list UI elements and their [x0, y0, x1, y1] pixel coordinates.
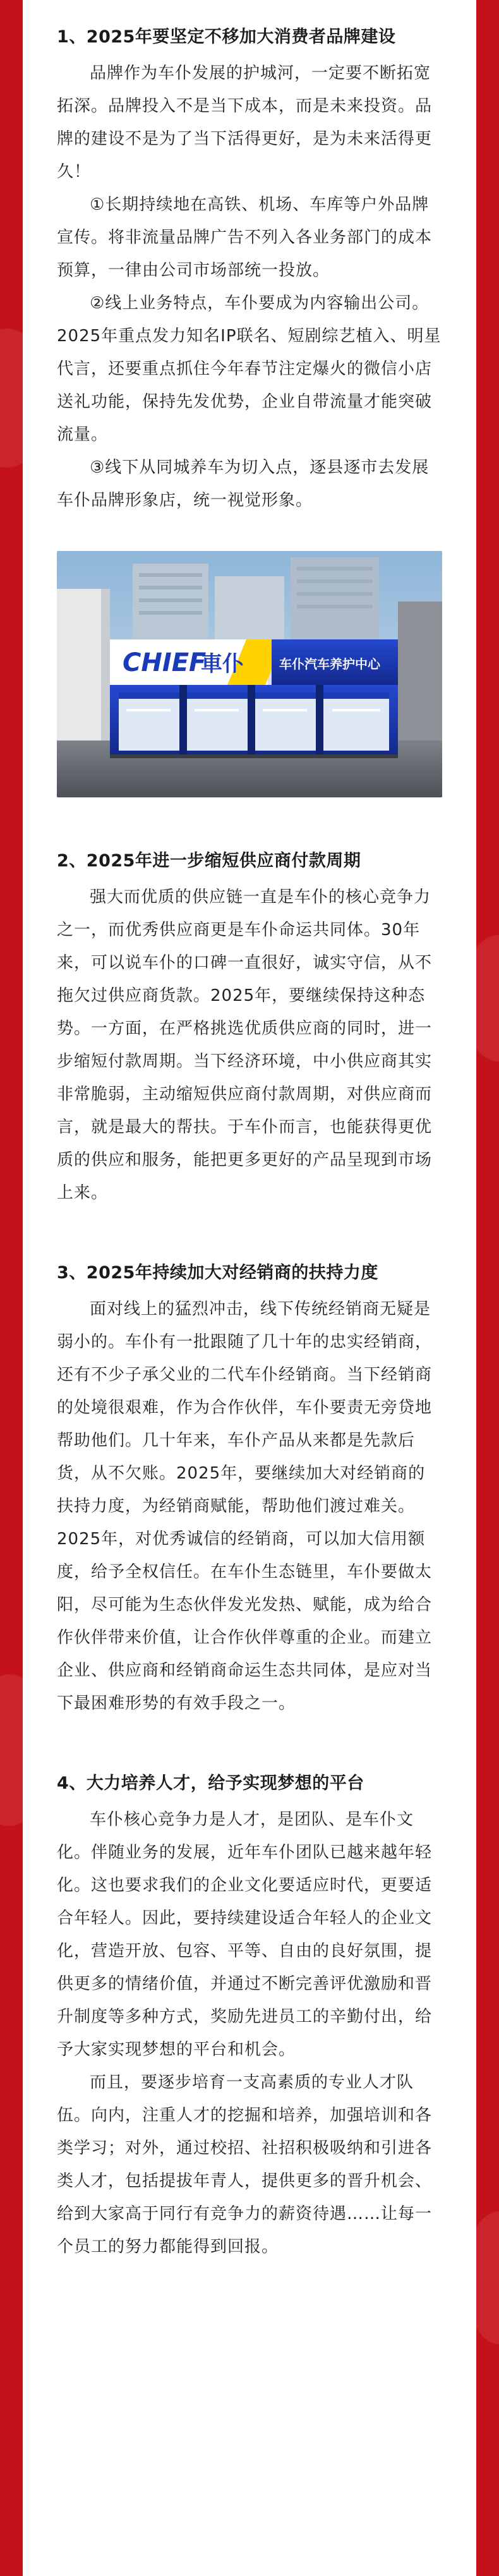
paragraph: ①长期持续地在高铁、机场、车库等户外品牌宣传。将非流量品牌广告不列入各业务部门的成本预算，一律由公司市场部统一投放。	[57, 195, 433, 280]
section-dealer-support	[57, 1259, 442, 1720]
article-content	[23, 0, 476, 2263]
section-heading: 2、2025年进一步缩短供应商付款周期	[57, 851, 361, 871]
store-facade-image	[57, 551, 442, 797]
store-logo-text: CHIEF	[123, 648, 207, 677]
section-heading: 4、大力培养人才，给予实现梦想的平台	[57, 1774, 364, 1793]
section-brand-building	[57, 23, 442, 797]
paragraph: 面对线上的猛烈冲击，线下传统经销商无疑是弱小的。车仆有一批跟随了几十年的忠实经销商，还有不少子承父业的二代车仆经销商。当下经销商的处境很艰难，作为合作伙伴，车仆要责无旁贷地帮助他们。几十年来，车仆产品从来都是先款后货，从不欠账。2025年，要继续加大对经销商的扶持力度，为经销商赋能，帮助他们渡过难关。2025年，对优秀诚信的经销商，可以加大信用额度，给予全权信任。在车仆生态链里，车仆要做太阳，尽可能为生态伙伴发光发热、赋能，成为给合作伙伴带来价值，让合作伙伴尊重的企业。而建立企业、供应商和经销商命运生态共同体，是应对当下最困难形势的有效手段之一。	[57, 1300, 433, 1713]
paragraph: 品牌作为车仆发展的护城河，一定要不断拓宽拓深。品牌投入不是当下成本，而是未来投资。品牌的建设不是为了当下活得更好，是为未来活得更久！	[57, 64, 433, 181]
paragraph: ③线下从同城养车为切入点，逐县逐市去发展车仆品牌形象店，统一视觉形象。	[57, 458, 430, 510]
section-talent-development	[57, 1769, 442, 2263]
article-card	[23, 0, 476, 2576]
paragraph: 车仆核心竞争力是人才，是团队、是车仆文化。伴随业务的发展，近年车仆团队已越来越年轻化。这也要求我们的企业文化要适应时代，更要适合年轻人。因此，要持续建设适合年轻人的企业文化，营造开放、包容、平等、自由的良好氛围，提供更多的情绪价值，并通过不断完善评优激励和晋升制度等多种方式，奖励先进员工的辛勤付出，给予大家实现梦想的平台和机会。	[57, 1810, 433, 2059]
paragraph: ②线上业务特点，车仆要成为内容输出公司。2025年重点发力知名IP联名、短剧综艺植入、明星代言，还要重点抓住今年春节注定爆火的微信小店送礼功能，保持先发优势，企业自带流量才能突破流量。	[57, 294, 442, 444]
section-heading: 1、2025年要坚定不移加大消费者品牌建设	[57, 27, 396, 47]
store-sign-text: 车仆汽车养护中心	[279, 656, 380, 672]
paragraph: 强大而优质的供应链一直是车仆的核心竞争力之一，而优秀供应商更是车仆命运共同体。30年来，可以说车仆的口碑一直很好，诚实守信，从不拖欠过供应商货款。2025年，要继续保持这种态势。一方面，在严格挑选优质供应商的同时，进一步缩短付款周期。当下经济环境，中小供应商其实非常脆弱，主动缩短供应商付款周期，对供应商而言，就是最大的帮扶。于车仆而言，也能获得更优质的供应和服务，能把更多更好的产品呈现到市场上来。	[57, 888, 433, 1202]
store-logo-cn: 車仆	[201, 651, 244, 677]
paragraph: 而且，要逐步培育一支高素质的专业人才队伍。向内，注重人才的挖掘和培养，加强培训和各类学习；对外，通过校招、社招积极吸纳和引进各类人才，包括提拔年青人，提供更多的晋升机会、给到大家高于同行有竞争力的薪资待遇……让每一个员工的努力都能得到回报。	[57, 2073, 433, 2256]
section-heading: 3、2025年持续加大对经销商的扶持力度	[57, 1263, 378, 1283]
section-supplier-payment	[57, 847, 442, 1209]
